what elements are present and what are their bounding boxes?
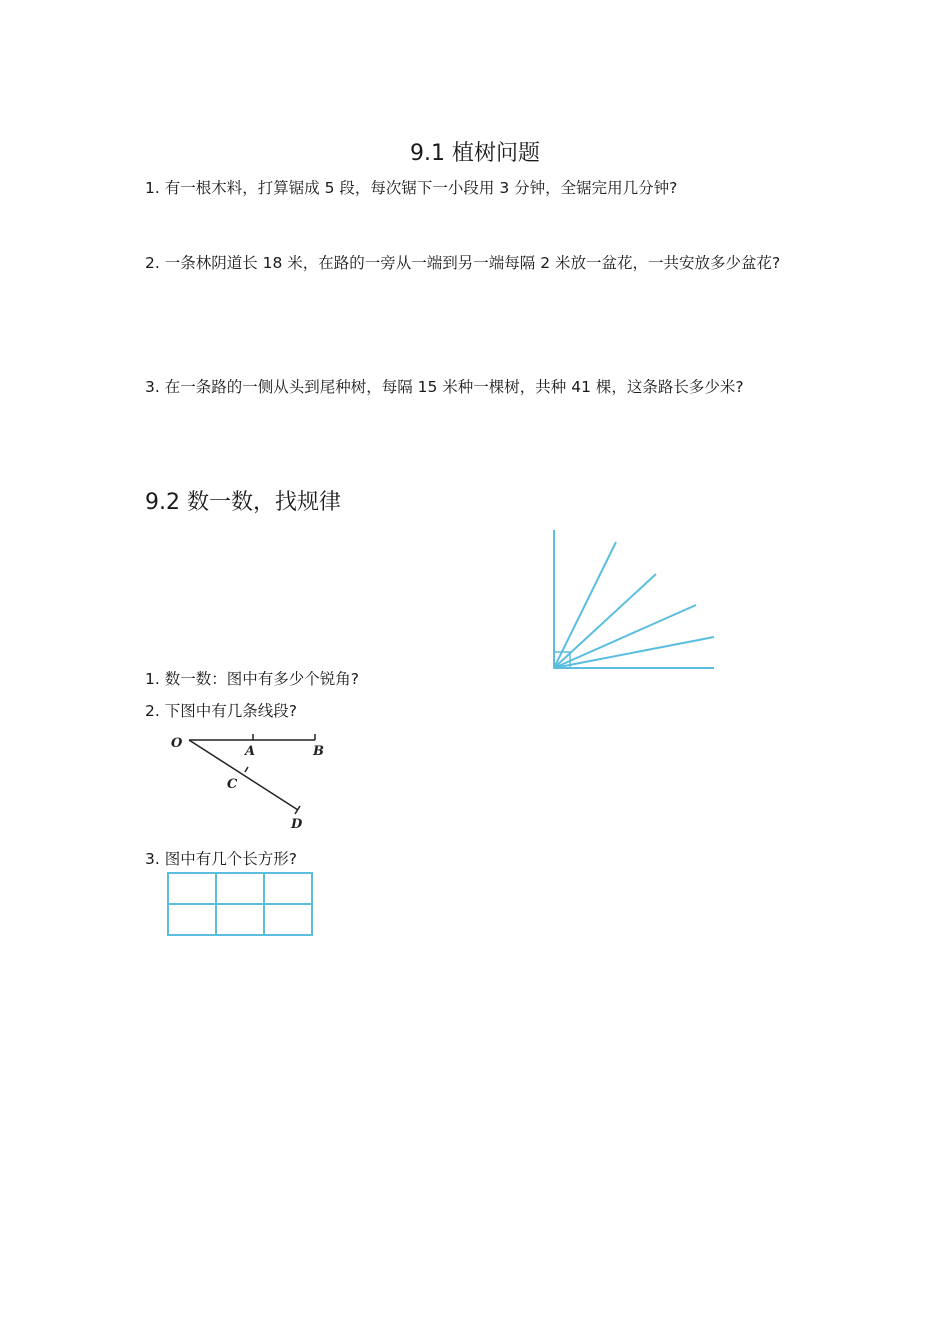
angle-rays-figure [550,528,720,673]
segment-od [189,740,298,810]
ray-4 [554,637,714,668]
question-2-2: 2. 下图中有几条线段? [145,702,297,720]
rectangles-grid-figure [167,872,315,938]
tick-c [245,767,248,772]
question-2-3: 3. 图中有几个长方形? [145,850,297,868]
tick-d [295,806,300,814]
question-1-2: 2. 一条林阴道长 18 米，在路的一旁从一端到另一端每隔 2 米放一盆花，一共安放多少盆花? [145,254,781,272]
segments-figure [165,728,340,833]
page-title: 9.1 植树问题 [410,141,540,166]
question-1-3: 3. 在一条路的一侧从头到尾种树，每隔 15 米种一棵树，共种 41 棵，这条路长多少米? [145,378,744,396]
label-o: O [171,736,183,751]
ray-3 [554,605,696,668]
question-2-1: 1. 数一数：图中有多少个锐角? [145,670,359,688]
section-2-title: 9.2 数一数，找规律 [145,490,341,515]
label-d: D [291,817,303,832]
label-a: A [245,744,256,759]
ray-1 [554,542,616,668]
label-b: B [313,744,324,759]
label-c: C [227,777,238,792]
question-1-1: 1. 有一根木料，打算锯成 5 段，每次锯下一小段用 3 分钟，全锯完用几分钟? [145,179,678,197]
